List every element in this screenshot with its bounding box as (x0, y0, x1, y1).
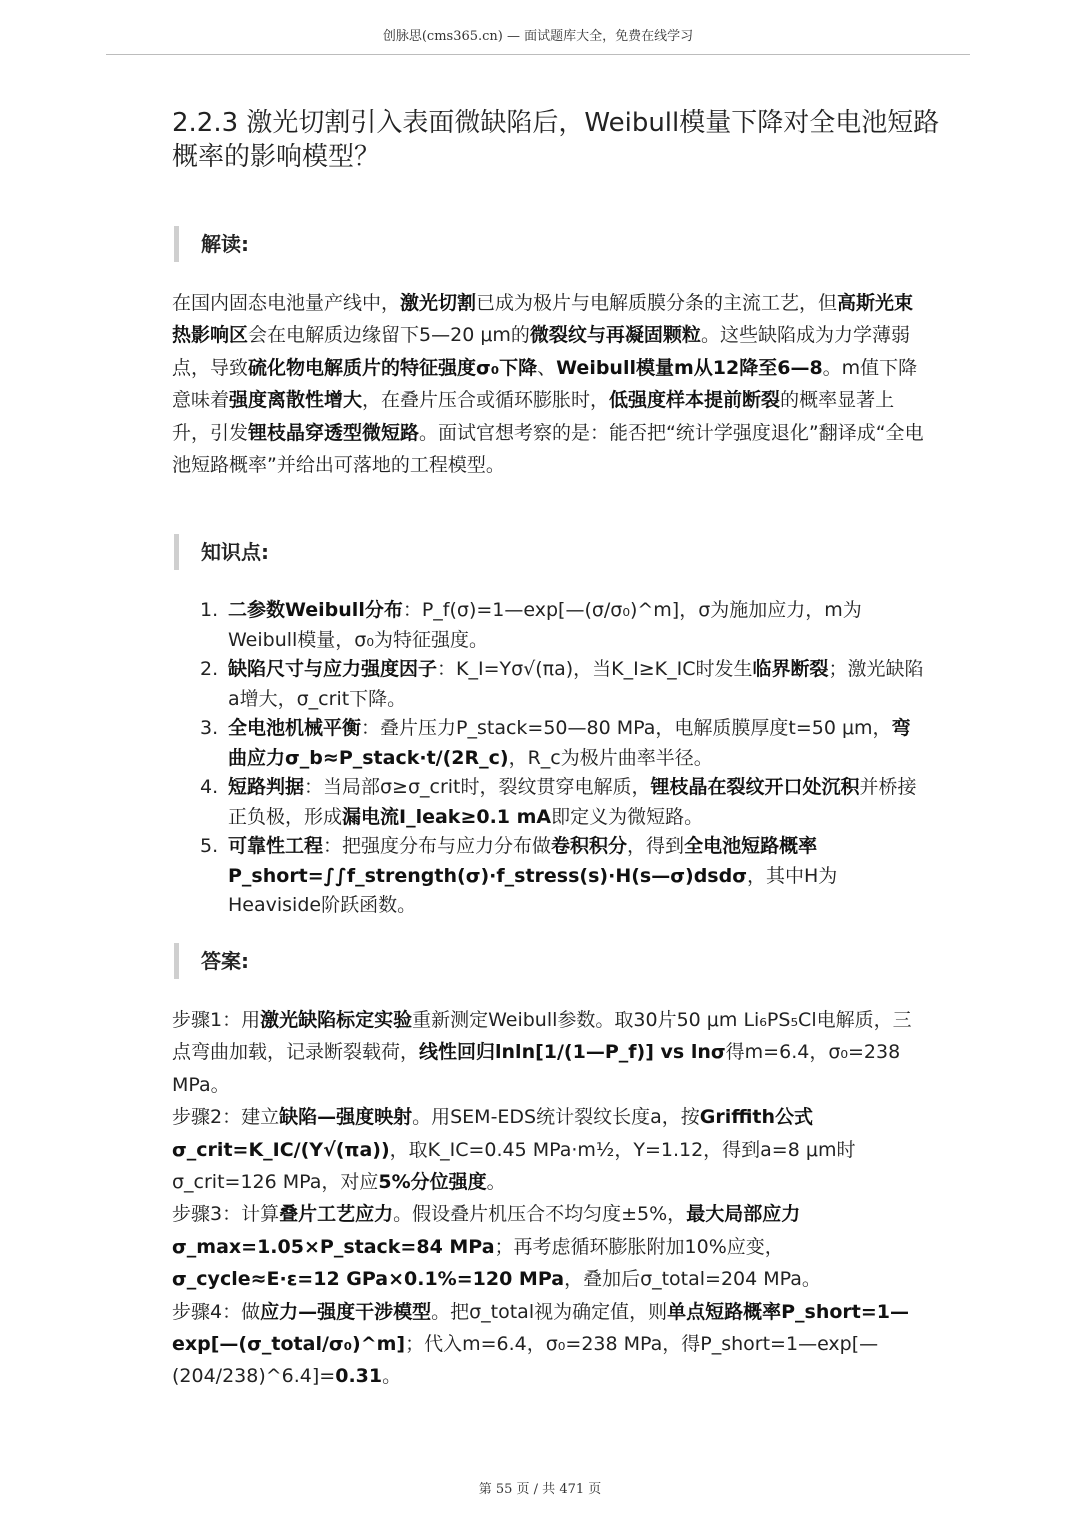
bold-text: σ_cycle≈E·ε=12 GPa×0.1%=120 MPa (172, 1268, 565, 1291)
text-run: ，其中H为Heaviside阶跃函数。 (228, 864, 838, 916)
text-run: 、 (537, 356, 557, 379)
bold-text: Griffith公式σ_crit=K_IC/(Y√(πa)) (172, 1106, 814, 1161)
text-run: 并桥接正负极，形成 (228, 776, 917, 828)
knowledge-item (200, 714, 925, 773)
text-run: ：P_f(σ)=1—exp[—(σ/σ₀)^m]，σ为施加应力，m为Weibull模量，σ₀为特征强度。 (228, 599, 862, 651)
text-run: ，得到 (627, 835, 685, 857)
knowledge-item (200, 596, 925, 655)
text-run: 步骤3：计算 (172, 1203, 280, 1226)
bold-text: 5%分位强度 (378, 1171, 487, 1194)
answer-step (172, 1004, 928, 1101)
question-title: 2.2.3 激光切割引入表面微缺陷后，Weibull模量下降对全电池短路概率的影响模型？ (172, 108, 940, 172)
answer-step (172, 1198, 928, 1295)
bold-text: 微裂纹与再凝固颗粒 (529, 324, 701, 347)
bold-text: 线性回归lnln[1/(1—P_f)] vs lnσ (419, 1041, 726, 1064)
text-run: 的概率显著上升，引发 (172, 389, 895, 444)
bold-text: 激光切割 (400, 292, 477, 314)
text-run: 重新测定Weibull参数。取30片50 μm Li₆PS₅Cl电解质，三点弯曲加载，记录断裂载荷， (172, 1009, 912, 1064)
list-number: 2. (200, 658, 219, 680)
text-run: ；再考虑循环膨胀附加10%应变， (494, 1235, 784, 1258)
text-run: 会在电解质边缘留下5—20 μm的 (248, 324, 530, 347)
interpretation-paragraph (172, 287, 928, 481)
bold-text: 短路判据 (228, 776, 305, 798)
bold-text: 全电池短路概率P_short=∫∫f_strength(σ)·f_stress(s)·H(s—σ)dsdσ (228, 835, 818, 887)
knowledge-item (200, 655, 925, 714)
list-number: 3. (200, 717, 219, 739)
bold-text: 锂枝晶在裂纹开口处沉积 (650, 776, 860, 798)
bold-text: 强度离散性增大 (229, 389, 363, 412)
bold-text: 缺陷—强度映射 (279, 1106, 413, 1129)
text-run: ；代入m=6.4，σ₀=238 MPa，得P_short=1—exp[—(204/238)^6.4]= (172, 1333, 879, 1388)
text-run: 步骤4：做 (172, 1300, 261, 1323)
text-run: 。假设叠片机压合不均匀度±5%， (393, 1203, 687, 1226)
text-run: ；激光缺陷a增大，σ_crit下降。 (228, 658, 924, 710)
text-run: 即定义为微短路。 (551, 805, 704, 828)
text-run: 。m值下降意味着 (172, 356, 918, 412)
text-run: ：当局部σ≥σ_crit时，裂纹贯穿电解质， (304, 776, 651, 798)
section-heading-answer: 答案: (174, 943, 249, 979)
page-footer: 第 55 页 / 共 471 页 (478, 1482, 602, 1497)
list-number: 4. (200, 776, 219, 798)
text-run: ，R_c为极片曲率半径。 (508, 746, 713, 769)
bold-text: 最大局部应力σ_max=1.05×P_stack=84 MPa (172, 1203, 801, 1258)
text-run: ，在叠片压合或循环膨胀时， (362, 389, 610, 412)
bold-text: 卷积积分 (551, 835, 628, 857)
bold-text: 单点短路概率P_short=1—exp[—(σ_total/σ₀)^m] (172, 1300, 910, 1356)
answer-step (172, 1296, 928, 1393)
text-run: 。把σ_total视为确定值，则 (431, 1300, 668, 1323)
answer-steps (172, 1004, 928, 1393)
bold-text: 0.31 (335, 1365, 383, 1388)
bold-text: 二参数Weibull分布 (228, 599, 403, 621)
text-run: 。用SEM-EDS统计裂纹长度a，按 (412, 1106, 700, 1129)
bold-text: 高斯光束热影响区 (172, 292, 914, 347)
bold-text: 漏电流I_leak≥0.1 mA (342, 805, 552, 828)
text-run: 已成为极片与电解质膜分条的主流工艺，但 (476, 292, 838, 314)
list-number: 5. (200, 835, 219, 857)
text-run: 。这些缺陷成为力学薄弱点，导致 (172, 324, 910, 379)
text-run: 。 (382, 1365, 402, 1388)
text-run: ，取K_IC=0.45 MPa·m½，Y=1.12，得到a=8 μm时σ_crit=126 MPa，对应 (172, 1138, 856, 1194)
page-header: 创脉思(cms365.cn) — 面试题库大全，免费在线学习 (106, 22, 970, 55)
text-run: ：把强度分布与应力分布做 (323, 835, 552, 857)
text-run: 。面试官想考察的是：能否把“统计学强度退化”翻译成“全电池短路概率”并给出可落地的工程模型。 (172, 421, 924, 477)
answer-step (172, 1101, 928, 1198)
bold-text: 弯曲应力σ_b≈P_stack·t/(2R_c) (228, 717, 911, 769)
knowledge-item (200, 832, 925, 921)
bold-text: 缺陷尺寸与应力强度因子 (228, 658, 438, 680)
bold-text: 激光缺陷标定实验 (260, 1009, 413, 1031)
text-run: 得m=6.4，σ₀=238 MPa。 (172, 1041, 901, 1096)
text-run: ：K_I=Yσ√(πa)，当K_I≥K_IC时发生 (437, 658, 753, 680)
bold-text: 锂枝晶穿透型微短路 (248, 421, 420, 444)
bold-text: 应力—强度干涉模型 (260, 1300, 432, 1323)
bold-text: 可靠性工程 (228, 835, 324, 857)
bold-text: 叠片工艺应力 (279, 1203, 394, 1226)
bold-text: 硫化物电解质片的特征强度σ₀下降 (248, 356, 538, 379)
text-run: 。 (486, 1171, 506, 1194)
section-heading-interpretation: 解读: (174, 226, 249, 262)
bold-text: 低强度样本提前断裂 (609, 389, 781, 412)
text-run: ：叠片压力P_stack=50—80 MPa，电解质膜厚度t=50 μm， (361, 717, 892, 739)
bold-text: Weibull模量m从12降至6—8 (556, 356, 823, 379)
knowledge-list (200, 596, 925, 921)
knowledge-item (200, 773, 925, 832)
text-run: 步骤1：用 (172, 1009, 261, 1031)
bold-text: 全电池机械平衡 (228, 717, 362, 739)
text-run: 步骤2：建立 (172, 1106, 280, 1129)
bold-text: 临界断裂 (752, 658, 829, 680)
text-run: ，叠加后σ_total=204 MPa。 (564, 1268, 821, 1291)
text-run: 在国内固态电池量产线中， (172, 292, 401, 314)
section-heading-knowledge: 知识点: (174, 534, 269, 570)
list-number: 1. (200, 599, 219, 621)
